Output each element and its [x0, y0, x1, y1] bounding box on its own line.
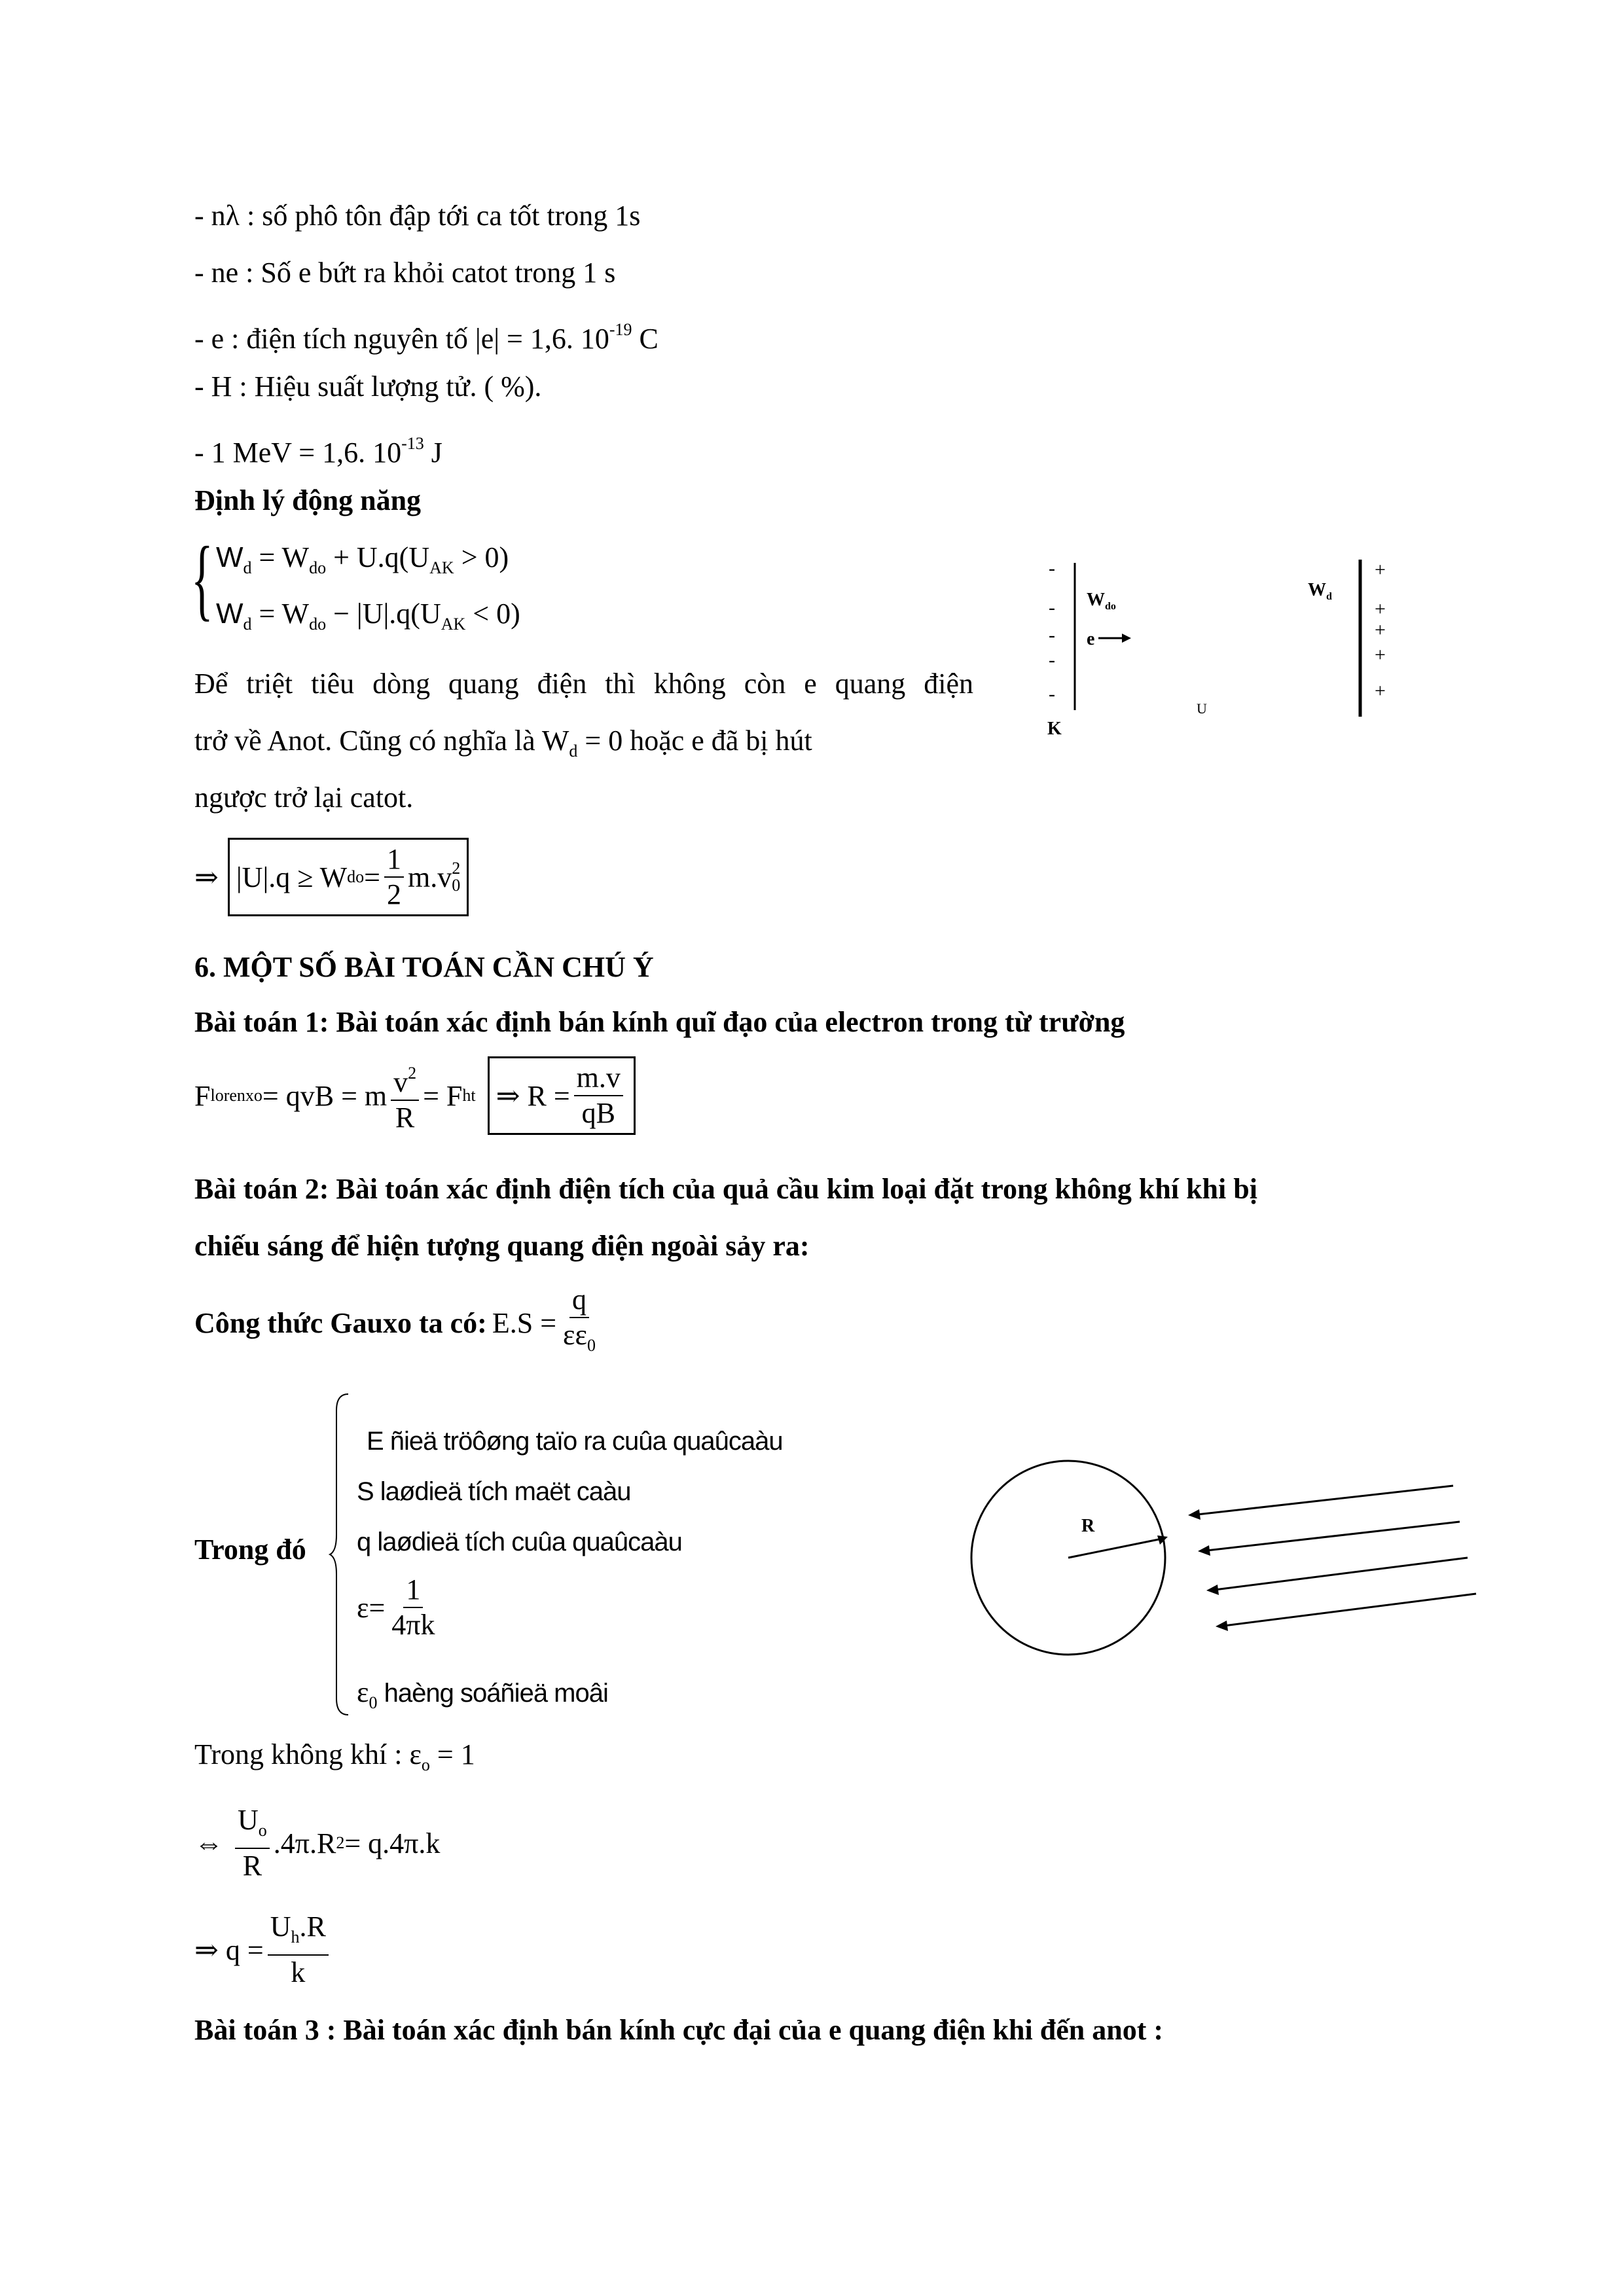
eq1-tail: > 0) [454, 541, 509, 573]
light-ray-1-head [1188, 1509, 1200, 1520]
eq1-mid: = W [251, 541, 310, 573]
light-ray-3-head [1206, 1585, 1219, 1595]
where-item-q: q laødieä tích cuûa quaûcaàu [357, 1528, 682, 1556]
eq1-fraction [235, 1803, 270, 1883]
eq1-mid-sub: do [309, 558, 327, 577]
stop-arrow: ⇒ [194, 861, 219, 893]
p1-boxed-den: qB [581, 1097, 615, 1129]
voltage-label: U [1197, 700, 1207, 717]
eq2-num-main: U [270, 1910, 291, 1943]
sphere-radius-line [1068, 1538, 1165, 1558]
definition-e-text: - e : điện tích nguyên tố |e| = 1,6. 10 [194, 323, 609, 355]
stop-right-sub: 0 [452, 876, 461, 895]
plus-sign-4: + [1375, 644, 1386, 666]
wdo-label-sub: do [1105, 601, 1116, 612]
definition-e-unit: C [632, 323, 659, 355]
definition-h: - H : Hiệu suất lượng tử. ( %). [194, 370, 542, 403]
light-ray-2-head [1198, 1545, 1210, 1556]
eps0-text: haèng soáñieä moâi [377, 1679, 608, 1708]
air-eps-sub: o [421, 1755, 430, 1774]
minus-sign-5: - [1049, 683, 1055, 705]
stop-num: 1 [384, 842, 404, 878]
photoelectric-diagram [1021, 550, 1427, 759]
eq2-num-sub: h [291, 1928, 300, 1946]
paragraph-line1: Để triệt tiêu dòng quang điện thì không còn e quang điện [194, 668, 973, 700]
stop-right-scripts [452, 860, 460, 894]
eq1-den: R [242, 1850, 262, 1882]
wd-label-sub: d [1326, 591, 1332, 602]
gauss-den-main: εε [563, 1319, 587, 1351]
eps-fraction [389, 1573, 437, 1642]
problem1-title: Bài toán 1: Bài toán xác định bán kính quĩ đạo của electron trong từ trường [194, 1006, 1125, 1038]
eq1-lhs: W [216, 541, 244, 573]
light-ray-2 [1201, 1522, 1460, 1551]
electron-label: e [1087, 629, 1095, 649]
problem1-formula [194, 1056, 636, 1135]
electron-arrow-head [1122, 634, 1131, 643]
theorem-eq1 [216, 541, 509, 578]
p1-boxed-result [488, 1056, 636, 1135]
definition-mev [194, 424, 442, 473]
air-condition [194, 1738, 475, 1775]
sphere-radius-label: R [1081, 1516, 1095, 1536]
gauss-den [560, 1318, 598, 1363]
gauss-label: Công thức Gauxo ta có: [194, 1306, 487, 1339]
cathode-label: K [1047, 719, 1062, 739]
gauss-fraction [560, 1283, 598, 1363]
gauss-num: q [569, 1283, 589, 1318]
charge-result [194, 1910, 333, 1990]
stop-formula-box [228, 838, 469, 916]
p1-den: R [395, 1102, 415, 1134]
equivalence-equation [194, 1803, 440, 1883]
air-eps: ε [409, 1738, 422, 1770]
wd-label [1308, 580, 1332, 602]
air-val: = 1 [429, 1738, 475, 1770]
light-ray-3 [1210, 1558, 1468, 1590]
minus-sign-3: - [1049, 624, 1055, 646]
problem2-title-line1: Bài toán 2: Bài toán xác định điện tích của quả cầu kim loại đặt trong không khí khi bị [194, 1173, 1257, 1205]
definition-mev-unit: J [424, 437, 442, 469]
p1-num-v: v [393, 1066, 408, 1098]
where-label: Trong đó [194, 1534, 306, 1566]
minus-sign-4: - [1049, 649, 1055, 671]
plus-sign-5: + [1375, 680, 1386, 702]
paragraph-line2-b: = 0 hoặc e đã bị hút [577, 725, 812, 757]
eps0-sub: 0 [369, 1693, 378, 1712]
where-brace [329, 1391, 355, 1718]
wdo-label [1087, 590, 1116, 612]
p1-boxed-lhs: ⇒ R = [496, 1079, 570, 1112]
stop-eq: = [364, 861, 380, 893]
section-heading: 6. MỘT SỐ BÀI TOÁN CẦN CHÚ Ý [194, 951, 654, 983]
wd-label-main: W [1308, 580, 1326, 600]
eq2-den: k [291, 1956, 306, 1988]
p1-boxed-fraction [574, 1061, 623, 1130]
eq1-num-main: U [238, 1804, 259, 1836]
plus-sign-2: + [1375, 598, 1386, 620]
sphere-radius-arrowhead [1157, 1535, 1168, 1545]
eq2-num [268, 1910, 329, 1956]
p1-fraction [391, 1056, 419, 1135]
eq2-tail: < 0) [465, 598, 520, 630]
where-item-e: E ñieä tröôøng taïo ra cuûa quaûcaàu [367, 1427, 783, 1456]
eq2-fraction [268, 1910, 329, 1990]
paragraph-line2-text: trở về Anot. Cũng có nghĩa là W [194, 725, 569, 757]
eps-num: 1 [403, 1573, 423, 1608]
eq2-lhs: W [216, 598, 244, 630]
p1-num-sup: 2 [408, 1064, 417, 1083]
theorem-brace: { [191, 528, 213, 630]
eq2-mid-sub: do [309, 615, 327, 634]
stop-right-sup: 2 [452, 859, 461, 878]
paragraph-line2 [194, 721, 973, 771]
stop-den: 2 [386, 878, 401, 910]
stop-left-sub: do [347, 867, 365, 886]
stop-fraction [384, 842, 404, 912]
problem3-title: Bài toán 3 : Bài toán xác định bán kính cực đại của e quang điện khi đến anot : [194, 2014, 1163, 2046]
p1-ht-sub: ht [462, 1086, 476, 1105]
where-item-s: S laødieä tích maët caàu [357, 1477, 631, 1506]
air-text: Trong không khí : [194, 1738, 410, 1770]
gauss-formula [194, 1283, 602, 1363]
paragraph-line3: ngược trở lại catot. [194, 781, 414, 814]
gauss-den-sub: 0 [586, 1336, 596, 1355]
p1-mid: = qvB = m [262, 1079, 388, 1112]
eq2-arrow: ⇒ q = [194, 1933, 264, 1966]
eps0-symbol: ε [357, 1676, 369, 1708]
p1-f: F [194, 1079, 211, 1112]
definition-mev-exponent: -13 [401, 434, 424, 453]
eq1-rhs: + U.q(U [326, 541, 430, 573]
eq1-num-sub: o [258, 1821, 267, 1840]
paragraph-line2-a [194, 721, 812, 771]
light-ray-4 [1219, 1594, 1476, 1626]
paragraph-line2-sub: d [569, 742, 578, 761]
eq1-arrow: ⇔ [194, 1827, 223, 1859]
eq1-sup: 2 [336, 1833, 345, 1852]
plus-sign-1: + [1375, 559, 1386, 581]
wdo-label-main: W [1087, 590, 1105, 610]
p1-num [391, 1056, 419, 1101]
definition-ne: - ne : Số e bứt ra khỏi catot trong 1 s [194, 257, 616, 289]
eps-den: 4πk [391, 1609, 435, 1641]
theorem-heading: Định lý động năng [194, 484, 422, 516]
where-item-epsilon0 [357, 1676, 608, 1713]
eps-lhs: ε= [357, 1591, 386, 1624]
where-item-epsilon [357, 1573, 442, 1642]
stop-formula [194, 838, 469, 916]
definition-n-lambda: - nλ : số phô tôn đập tới ca tốt trong 1s [194, 200, 641, 232]
eq1-rest: .4π.R [273, 1827, 336, 1859]
eq1-num [235, 1803, 270, 1849]
eq2-rhs-sub: AK [441, 615, 466, 634]
definition-mev-text: - 1 MeV = 1,6. 10 [194, 437, 402, 469]
problem2-title-line2: chiếu sáng để hiện tượng quang điện ngoài sảy ra: [194, 1230, 810, 1262]
eq1-tail: = q.4π.k [344, 1827, 441, 1859]
plus-sign-3: + [1375, 619, 1386, 641]
eq2-mid: = W [251, 598, 310, 630]
sphere-diagram [969, 1460, 1479, 1682]
p1-boxed-num: m.v [574, 1061, 623, 1096]
definition-e [194, 310, 659, 359]
stop-right: m.v [407, 861, 452, 893]
eq1-lhs-sub: d [243, 558, 252, 577]
eq2-rhs: − |U|.q(U [326, 598, 441, 630]
eq1-rhs-sub: AK [429, 558, 454, 577]
p1-eq-ht: = F [423, 1079, 463, 1112]
minus-sign-2: - [1049, 597, 1055, 619]
theorem-eq2 [216, 597, 520, 634]
where-brace-path [330, 1394, 348, 1715]
eq2-num-tail: .R [299, 1910, 326, 1943]
definition-e-exponent: -19 [609, 320, 632, 339]
light-ray-4-head [1216, 1621, 1228, 1631]
p1-f-sub: lorenxo [210, 1086, 262, 1105]
minus-sign-1: - [1049, 558, 1055, 579]
eq2-lhs-sub: d [243, 615, 252, 634]
light-ray-1 [1191, 1486, 1453, 1515]
stop-left: |U|.q ≥ W [236, 861, 348, 893]
gauss-lhs: E.S = [492, 1306, 557, 1339]
